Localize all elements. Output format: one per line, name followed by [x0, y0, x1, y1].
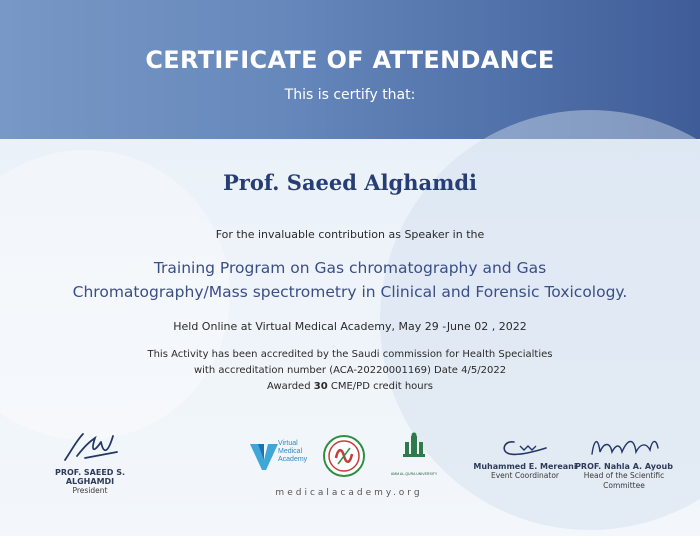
website-url: medicalacademy.org — [275, 488, 423, 498]
recipient-name: Prof. Saeed Alghamdi — [223, 170, 477, 195]
signatory-committee-head-name: PROF. Nahla A. Ayoub — [575, 462, 673, 471]
signatory-president-name: PROF. SAEED S. ALGHAMDI — [54, 468, 126, 486]
scfhs-logo — [322, 434, 366, 478]
signature-coordinator-image — [490, 432, 560, 462]
certificate-title: CERTIFICATE OF ATTENDANCE — [145, 46, 555, 74]
credit-prefix: Awarded — [267, 381, 311, 392]
uqu-mark-icon — [401, 432, 427, 462]
signatory-coordinator — [470, 432, 580, 481]
program-title-line-2: Chromatography/Mass spectrometry in Clinical and Forensic Toxicology. — [72, 283, 628, 301]
uqu-logo — [388, 432, 440, 482]
partner-logos — [250, 432, 440, 482]
uqu-text: UMM AL-QURA UNIVERSITY — [390, 472, 438, 476]
vma-logo — [250, 440, 310, 480]
signature-committee-head-image — [584, 430, 664, 462]
credit-value: 30 — [313, 381, 328, 392]
signatory-committee-head-role-line-2: Committee — [603, 481, 645, 490]
vma-mark-icon — [250, 442, 278, 472]
signatory-committee-head — [570, 430, 678, 491]
program-title — [0, 256, 700, 304]
vma-line-3: Academy — [278, 456, 308, 463]
certificate-subtitle: This is certify that: — [284, 87, 416, 103]
accreditation-line-1: This Activity has been accredited by the Saudi commission for Health Specialties — [147, 349, 553, 360]
accreditation-line-2: with accreditation number (ACA-20220001169) Date 4/5/2022 — [193, 365, 507, 376]
signatory-committee-head-role-line-1: Head of the Scientific — [583, 471, 665, 480]
credit-suffix: CME/PD credit hours — [330, 381, 433, 392]
signatory-coordinator-name: Muhammed E. Mereani — [473, 462, 577, 471]
signatory-president — [30, 428, 150, 496]
signature-president-image — [55, 428, 125, 468]
vma-line-2: Medical — [278, 448, 303, 455]
signatory-coordinator-role: Event Coordinator — [490, 471, 560, 480]
accreditation-block — [0, 347, 700, 395]
signatory-president-role: President — [72, 486, 108, 495]
contribution-text: For the invaluable contribution as Speaker in the — [215, 228, 485, 241]
event-details: Held Online at Virtual Medical Academy, May 29 -June 02 , 2022 — [173, 320, 527, 333]
program-title-line-1: Training Program on Gas chromatography and Gas — [153, 259, 547, 277]
credit-hours — [0, 379, 700, 395]
vma-line-1: Virtual — [278, 440, 298, 447]
